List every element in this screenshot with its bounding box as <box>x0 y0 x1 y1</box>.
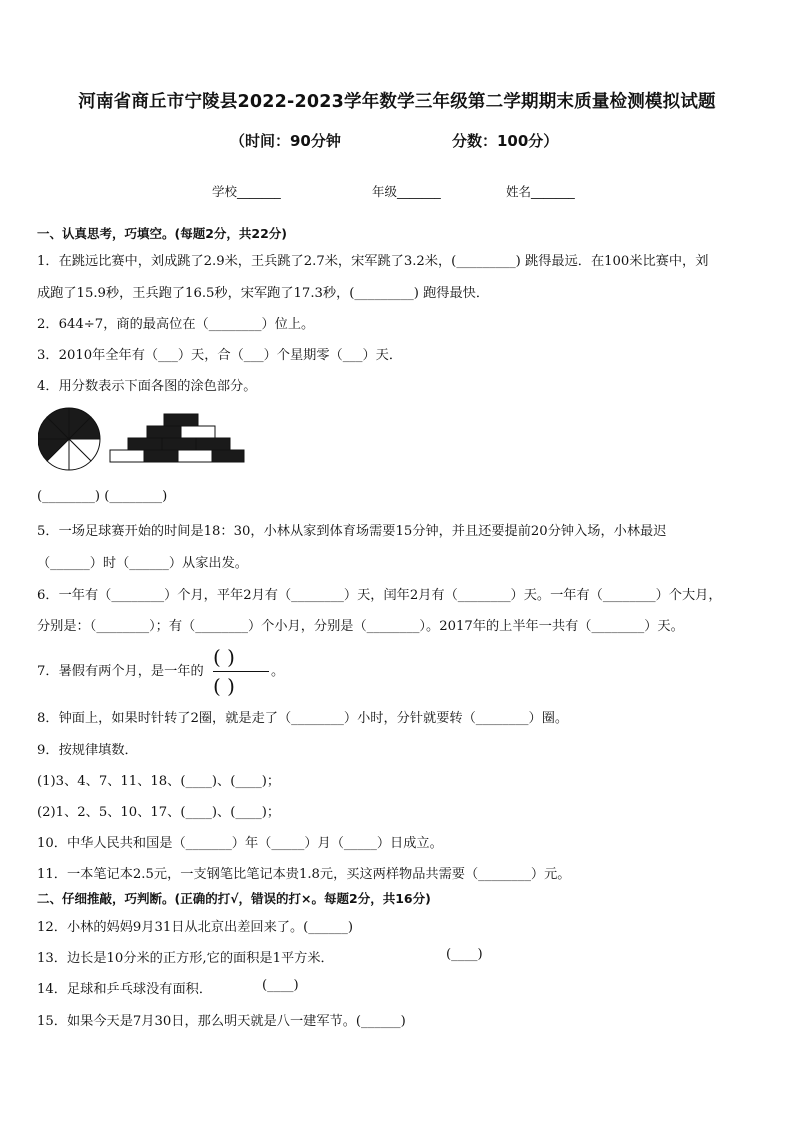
question-11: 11．一本笔记本2.5元，一支钢笔比笔记本贵1.8元，买这两样物品共需要（________）元。 <box>37 867 571 882</box>
question-7-end: 。 <box>271 664 285 679</box>
question-13-blank: (____) <box>446 947 483 962</box>
question-8: 8．钟面上，如果时针转了2圈，就是走了（________）小时，分针就要转（________）圈。 <box>37 711 569 726</box>
exam-score: 分数：100分） <box>452 132 559 150</box>
fraction-bar <box>213 671 269 672</box>
page-title: 河南省商丘市宁陵县2022-2023学年数学三年级第二学期期末质量检测模拟试题 <box>78 92 716 112</box>
question-4-answer-blanks: (________) (________) <box>37 489 168 504</box>
section-2-heading: 二、仔细推敲，巧判断。(正确的打√，错误的打×。每题2分，共16分) <box>37 891 431 906</box>
fraction-denominator-blank: ( ) <box>213 674 235 698</box>
brick-wall-figure <box>108 412 246 468</box>
grade-field: 年级_______ <box>372 184 441 199</box>
fraction-blank <box>213 645 269 699</box>
section-1-heading: 一、认真思考，巧填空。(每题2分，共22分) <box>37 226 288 241</box>
fraction-circle-figure <box>38 405 102 473</box>
question-9-part-2: (2)1、2、5、10、17、(____)、(____)； <box>37 805 281 820</box>
question-9-part-1: (1)3、4、7、11、18、(____)、(____)； <box>37 774 281 789</box>
question-5-line-1: 5．一场足球赛开始的时间是18：30，小林从家到体育场需要15分钟，并且还要提前20分钟入场，小林最迟 <box>37 524 667 539</box>
question-10: 10．中华人民共和国是（_______）年（_____）月（_____）日成立。 <box>37 836 443 851</box>
fraction-numerator-blank: ( ) <box>213 645 235 669</box>
question-6-line-1: 6．一年有（________）个月，平年2月有（________）天，闰年2月有（________）天。一年有（________）个大月， <box>37 588 722 603</box>
question-6-line-2: 分别是：（________）；有（________）个小月，分别是（________）。2017年的上半年一共有（________）天。 <box>37 619 684 634</box>
question-14-blank: (____) <box>262 978 299 993</box>
question-5-line-2: （______）时（______）从家出发。 <box>37 556 248 571</box>
question-9: 9．按规律填数． <box>37 743 138 758</box>
question-3: 3．2010年全年有（___）天，合（___）个星期零（___）天． <box>37 348 403 363</box>
question-15: 15．如果今天是7月30日，那么明天就是八一建军节。(______) <box>37 1014 406 1029</box>
question-2: 2．644÷7，商的最高位在（________）位上。 <box>37 317 315 332</box>
question-1-line-2: 成跑了15.9秒，王兵跑了16.5秒，宋军跑了17.3秒，(_________) 跑得最快． <box>37 286 490 301</box>
question-14: 14．足球和乒乓球没有面积． <box>37 982 213 997</box>
question-4: 4．用分数表示下面各图的涂色部分。 <box>37 379 257 394</box>
question-13: 13．边长是10分米的正方形,它的面积是1平方米． <box>37 951 334 966</box>
question-7: 7．暑假有两个月，是一年的 <box>37 664 204 679</box>
exam-time: （时间：90分钟 <box>230 132 341 150</box>
school-field: 学校_______ <box>212 184 281 199</box>
question-1-line-1: 1．在跳远比赛中，刘成跳了2.9米，王兵跳了2.7米，宋军跳了3.2米，(_________) 跳得最远．在100米比赛中，刘 <box>37 254 709 269</box>
name-field: 姓名_______ <box>506 184 575 199</box>
question-12: 12．小林的妈妈9月31日从北京出差回来了。(______) <box>37 920 353 935</box>
